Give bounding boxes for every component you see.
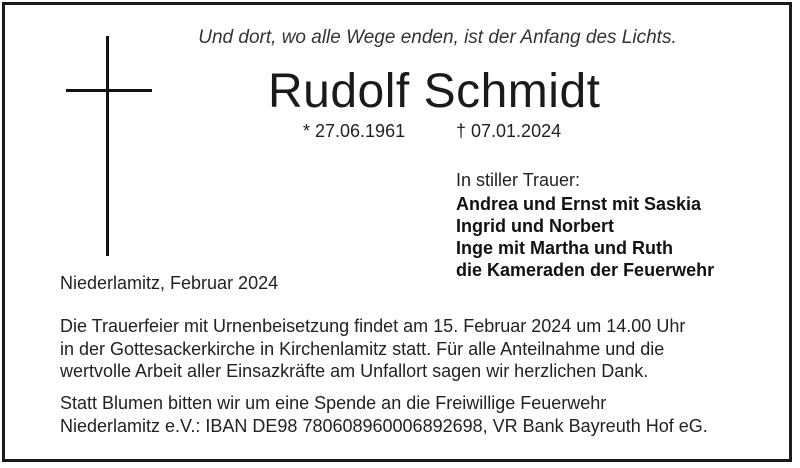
paragraph-line: Niederlamitz e.V.: IBAN DE98 780608960006892698, VR Bank Bayreuth Hof eG. — [60, 415, 708, 436]
paragraph-line: in der Gottesackerkirche in Kirchenlamitz statt. Für alle Anteilnahme und die — [60, 338, 665, 359]
mourners-list — [456, 193, 714, 281]
funeral-info-paragraph — [60, 315, 780, 383]
paragraph-line: Statt Blumen bitten wir um eine Spende an die Freiwillige Feuerwehr — [60, 393, 607, 413]
mourner-line: Inge mit Martha und Ruth — [456, 238, 673, 258]
paragraph-line: wertvolle Arbeit aller Einsazkräfte am Unfallort sagen wir herzlichen Dank. — [60, 361, 649, 381]
cross-icon — [66, 36, 152, 256]
mourning-label: In stiller Trauer: — [456, 170, 581, 190]
donation-paragraph — [60, 392, 780, 437]
mourner-line: Andrea und Ernst mit Saskia — [456, 194, 702, 214]
mourner-line: Ingrid und Norbert — [456, 216, 614, 236]
birth-date: * 27.06.1961 — [303, 121, 406, 141]
paragraph-line: Die Trauerfeier mit Urnenbeisetzung findet am 15. Februar 2024 um 14.00 Uhr — [60, 316, 686, 336]
motto: Und dort, wo alle Wege enden, ist der Anfang des Lichts. — [198, 27, 677, 48]
mourner-line: die Kameraden der Feuerwehr — [456, 260, 715, 280]
place-date: Niederlamitz, Februar 2024 — [60, 273, 279, 293]
death-date: † 07.01.2024 — [456, 121, 562, 141]
deceased-name: Rudolf Schmidt — [268, 65, 601, 118]
